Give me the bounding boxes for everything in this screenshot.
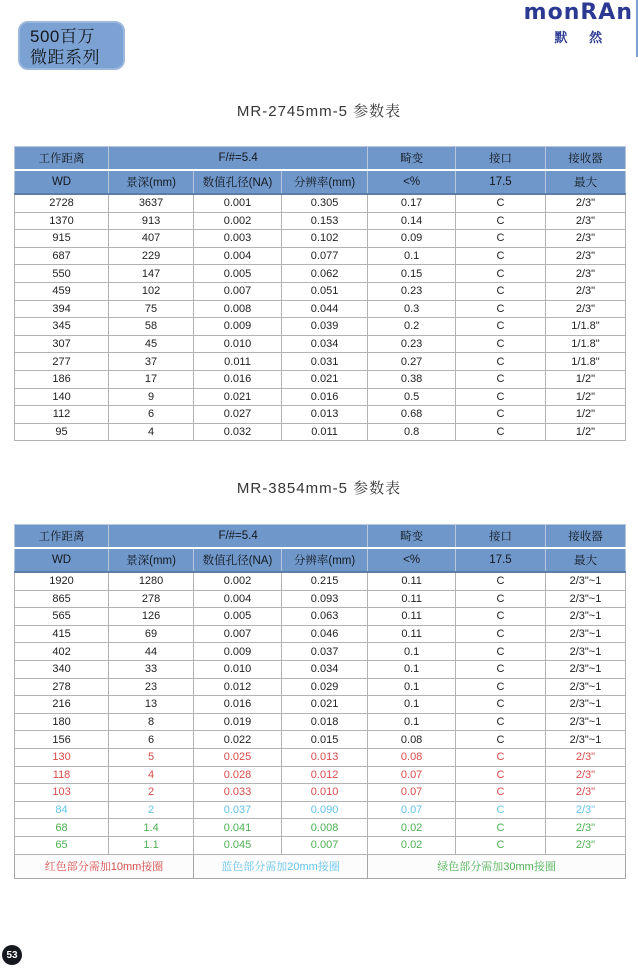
table1-title: MR-2745mm-5 参数表	[236, 103, 402, 120]
table-row	[15, 247, 626, 265]
table-cell: 156	[15, 731, 109, 749]
header-cell: 分辨率(mm)	[281, 548, 367, 572]
table-cell: 37	[109, 353, 194, 371]
table-cell: 17	[109, 370, 194, 388]
table-cell: 0.012	[194, 678, 282, 696]
table-cell: 1370	[15, 212, 109, 230]
table-cell: 0.001	[194, 194, 282, 212]
table-cell: 402	[15, 643, 109, 661]
table-cell: 1/1.8"	[545, 318, 625, 336]
table-cell: 147	[109, 265, 194, 283]
table-cell: 4	[109, 766, 194, 784]
table-cell: 0.68	[368, 406, 456, 424]
table-row	[15, 801, 626, 819]
table-cell: C	[456, 194, 546, 212]
table-cell: 0.010	[194, 335, 282, 353]
table-cell: 1280	[109, 572, 194, 590]
table-cell: 459	[15, 282, 109, 300]
header-cell: 景深(mm)	[109, 548, 194, 572]
table-header-row-2	[15, 548, 626, 572]
table-row	[15, 300, 626, 318]
table-cell: 0.08	[368, 748, 456, 766]
table-cell: 0.008	[194, 300, 282, 318]
table-cell: 278	[109, 590, 194, 608]
table-cell: C	[456, 406, 546, 424]
table-row	[15, 572, 626, 590]
header-cell: 17.5	[456, 548, 546, 572]
table-cell: 2/3"	[545, 784, 625, 802]
table-cell: 0.07	[368, 801, 456, 819]
table-cell: 0.016	[194, 370, 282, 388]
table-cell: 0.046	[281, 625, 367, 643]
table-cell: 0.2	[368, 318, 456, 336]
table-cell: 0.031	[281, 353, 367, 371]
table-cell: 0.14	[368, 212, 456, 230]
table-cell: 1/1.8"	[545, 353, 625, 371]
table-cell: 0.11	[368, 625, 456, 643]
table-cell: 0.1	[368, 247, 456, 265]
table-row	[15, 212, 626, 230]
table-cell: C	[456, 696, 546, 714]
header-cell: 分辨率(mm)	[281, 170, 367, 194]
table-cell: 130	[15, 748, 109, 766]
table-cell: 0.013	[281, 406, 367, 424]
table-cell: C	[456, 590, 546, 608]
table-cell: 0.010	[194, 660, 282, 678]
table-cell: C	[456, 265, 546, 283]
table-cell: 0.004	[194, 590, 282, 608]
table-cell: 2/3"~1	[545, 731, 625, 749]
table-cell: 0.039	[281, 318, 367, 336]
table-cell: 1.1	[109, 836, 194, 854]
table-cell: 84	[15, 801, 109, 819]
table-row	[15, 836, 626, 854]
table-row	[15, 643, 626, 661]
header-cell: 数值孔径(NA)	[194, 170, 282, 194]
table-cell: 0.013	[281, 748, 367, 766]
table-cell: 0.1	[368, 678, 456, 696]
table-cell: 0.022	[194, 731, 282, 749]
table-cell: C	[456, 784, 546, 802]
footer-note: 蓝色部分需加20mm接圈	[194, 854, 368, 878]
table-cell: 2/3"	[545, 194, 625, 212]
table-cell: 0.062	[281, 265, 367, 283]
table-row	[15, 353, 626, 371]
table-cell: 0.021	[281, 696, 367, 714]
table-cell: 0.11	[368, 572, 456, 590]
table-cell: 394	[15, 300, 109, 318]
table-cell: 140	[15, 388, 109, 406]
table-cell: 0.005	[194, 265, 282, 283]
table-cell: 0.23	[368, 335, 456, 353]
table-row	[15, 766, 626, 784]
table-cell: 0.002	[194, 572, 282, 590]
table-cell: 0.045	[194, 836, 282, 854]
table-cell: 2/3"	[545, 801, 625, 819]
table-cell: 2/3"	[545, 247, 625, 265]
table-cell: 13	[109, 696, 194, 714]
table-cell: 0.23	[368, 282, 456, 300]
table-row	[15, 370, 626, 388]
series-badge-line2: 微距系列	[30, 48, 100, 67]
table-cell: 0.004	[194, 247, 282, 265]
table-header-row-2	[15, 170, 626, 194]
table-cell: C	[456, 801, 546, 819]
table-cell: 0.17	[368, 194, 456, 212]
header-cell: WD	[15, 170, 109, 194]
table-cell: 1.4	[109, 819, 194, 837]
table-row	[15, 265, 626, 283]
header-cell: 接收器	[545, 147, 625, 171]
table-cell: 2/3"~1	[545, 713, 625, 731]
table-cell: 1920	[15, 572, 109, 590]
header-cell: 工作距离	[15, 525, 109, 549]
table-cell: 2/3"	[545, 748, 625, 766]
table-row	[15, 696, 626, 714]
table-row	[15, 678, 626, 696]
table-row	[15, 388, 626, 406]
parameter-table-mr2745	[14, 146, 626, 441]
brand-wordmark: monRAn	[523, 0, 633, 25]
table-cell: C	[456, 643, 546, 661]
table-cell: 0.011	[281, 423, 367, 441]
table-cell: 0.5	[368, 388, 456, 406]
table-cell: 0.025	[194, 748, 282, 766]
table-cell: 8	[109, 713, 194, 731]
table-row	[15, 318, 626, 336]
table-row	[15, 784, 626, 802]
table-cell: 278	[15, 678, 109, 696]
table-header-row-1	[15, 147, 626, 171]
table-cell: 2/3"	[545, 300, 625, 318]
table-cell: 0.11	[368, 590, 456, 608]
footer-note: 绿色部分需加30mm接圈	[368, 854, 626, 878]
table-cell: 1/2"	[545, 406, 625, 424]
table-cell: 0.215	[281, 572, 367, 590]
table-cell: 0.1	[368, 660, 456, 678]
page-number-badge: 53	[2, 945, 22, 965]
table-cell: 0.018	[281, 713, 367, 731]
table-cell: C	[456, 388, 546, 406]
table-cell: 277	[15, 353, 109, 371]
table-cell: 0.02	[368, 819, 456, 837]
table-cell: 102	[109, 282, 194, 300]
table-cell: 0.1	[368, 643, 456, 661]
table-cell: 0.27	[368, 353, 456, 371]
table-cell: 0.019	[194, 713, 282, 731]
table-cell: 0.090	[281, 801, 367, 819]
parameter-table-mr3854	[14, 524, 626, 879]
table-cell: 0.3	[368, 300, 456, 318]
header-cell: 17.5	[456, 170, 546, 194]
table-cell: 2/3"	[545, 766, 625, 784]
table-row	[15, 625, 626, 643]
table-cell: 913	[109, 212, 194, 230]
table-cell: 2/3"~1	[545, 660, 625, 678]
table-cell: C	[456, 819, 546, 837]
table-row	[15, 590, 626, 608]
table-cell: 865	[15, 590, 109, 608]
table-cell: 2/3"~1	[545, 678, 625, 696]
table-row	[15, 282, 626, 300]
table-cell: C	[456, 423, 546, 441]
table-cell: 2/3"~1	[545, 572, 625, 590]
table-cell: 5	[109, 748, 194, 766]
table-cell: 407	[109, 230, 194, 248]
header-cell: 数值孔径(NA)	[194, 548, 282, 572]
table-cell: 2	[109, 801, 194, 819]
table-cell: 0.8	[368, 423, 456, 441]
table-row	[15, 194, 626, 212]
header-cell: 接口	[456, 525, 546, 549]
table-cell: 307	[15, 335, 109, 353]
table-cell: C	[456, 282, 546, 300]
table-cell: 186	[15, 370, 109, 388]
table-cell: 0.010	[281, 784, 367, 802]
table-cell: C	[456, 353, 546, 371]
table-cell: 0.027	[194, 406, 282, 424]
series-badge	[18, 21, 125, 70]
series-badge-line1: 500百万	[30, 27, 95, 46]
table-cell: 0.037	[194, 801, 282, 819]
table-row	[15, 819, 626, 837]
header-cell: 工作距离	[15, 147, 109, 171]
table-cell: 180	[15, 713, 109, 731]
table-cell: 0.034	[281, 660, 367, 678]
table-cell: 68	[15, 819, 109, 837]
table-cell: 69	[109, 625, 194, 643]
table-cell: 0.007	[194, 625, 282, 643]
table-cell: 0.028	[194, 766, 282, 784]
table-cell: 1/1.8"	[545, 335, 625, 353]
table-cell: 1/2"	[545, 388, 625, 406]
table-cell: C	[456, 660, 546, 678]
table-footer-row	[15, 854, 626, 878]
table-cell: 118	[15, 766, 109, 784]
header-cell: 景深(mm)	[109, 170, 194, 194]
table-cell: 0.007	[194, 282, 282, 300]
table-cell: 95	[15, 423, 109, 441]
table-cell: 0.003	[194, 230, 282, 248]
table-cell: 45	[109, 335, 194, 353]
table-row	[15, 230, 626, 248]
table-row	[15, 713, 626, 731]
table-cell: 3637	[109, 194, 194, 212]
table-cell: C	[456, 300, 546, 318]
table-cell: 0.015	[281, 731, 367, 749]
table-cell: C	[456, 766, 546, 784]
header-cell: 最大	[545, 548, 625, 572]
table-cell: 0.021	[194, 388, 282, 406]
table-cell: 0.07	[368, 766, 456, 784]
table-cell: 65	[15, 836, 109, 854]
table-cell: 0.11	[368, 608, 456, 626]
table-cell: 2/3"	[545, 819, 625, 837]
table-cell: 216	[15, 696, 109, 714]
table-cell: 0.063	[281, 608, 367, 626]
table-cell: 0.016	[194, 696, 282, 714]
table-cell: 0.07	[368, 784, 456, 802]
table-cell: 0.012	[281, 766, 367, 784]
table-cell: 0.033	[194, 784, 282, 802]
table-cell: 2/3"	[545, 230, 625, 248]
table-cell: C	[456, 370, 546, 388]
table-cell: 9	[109, 388, 194, 406]
table-cell: 0.037	[281, 643, 367, 661]
table-cell: C	[456, 247, 546, 265]
table-cell: 0.09	[368, 230, 456, 248]
table-row	[15, 335, 626, 353]
table-cell: 0.009	[194, 318, 282, 336]
table-cell: 0.029	[281, 678, 367, 696]
table-cell: C	[456, 230, 546, 248]
table-cell: 0.032	[194, 423, 282, 441]
table-cell: C	[456, 678, 546, 696]
table-cell: 6	[109, 731, 194, 749]
table-cell: C	[456, 713, 546, 731]
table-cell: 2/3"	[545, 282, 625, 300]
table-cell: 550	[15, 265, 109, 283]
footer-note: 红色部分需加10mm接圈	[15, 854, 194, 878]
table-cell: 915	[15, 230, 109, 248]
table-cell: 23	[109, 678, 194, 696]
table-cell: 112	[15, 406, 109, 424]
table-cell: 0.1	[368, 713, 456, 731]
table-cell: 0.021	[281, 370, 367, 388]
table-cell: 0.305	[281, 194, 367, 212]
header-cell: 畸变	[368, 525, 456, 549]
header-cell: 最大	[545, 170, 625, 194]
table-cell: 2	[109, 784, 194, 802]
table-cell: C	[456, 748, 546, 766]
table-cell: 75	[109, 300, 194, 318]
table-cell: 0.007	[281, 836, 367, 854]
table-cell: 340	[15, 660, 109, 678]
table-cell: 0.093	[281, 590, 367, 608]
table-cell: 33	[109, 660, 194, 678]
table-cell: C	[456, 625, 546, 643]
table-cell: C	[456, 731, 546, 749]
table-cell: C	[456, 212, 546, 230]
table-cell: 44	[109, 643, 194, 661]
table-cell: 0.011	[194, 353, 282, 371]
table-cell: 2/3"	[545, 212, 625, 230]
table-cell: 0.38	[368, 370, 456, 388]
table2-title: MR-3854mm-5 参数表	[236, 480, 402, 497]
table-cell: 2/3"	[545, 836, 625, 854]
table-cell: 0.041	[194, 819, 282, 837]
table-cell: 1/2"	[545, 423, 625, 441]
table-cell: 0.008	[281, 819, 367, 837]
table-cell: 4	[109, 423, 194, 441]
table-header-row-1	[15, 525, 626, 549]
header-cell: WD	[15, 548, 109, 572]
table-cell: 345	[15, 318, 109, 336]
table-cell: 0.005	[194, 608, 282, 626]
table-cell: C	[456, 572, 546, 590]
table-cell: 1/2"	[545, 370, 625, 388]
table-cell: 2728	[15, 194, 109, 212]
table-cell: 0.002	[194, 212, 282, 230]
header-cell: F/#=5.4	[109, 525, 368, 549]
table-cell: 0.02	[368, 836, 456, 854]
table-row	[15, 731, 626, 749]
table-row	[15, 660, 626, 678]
table-cell: 2/3"~1	[545, 696, 625, 714]
table-row	[15, 608, 626, 626]
brand-chinese-name: 默 然	[554, 30, 612, 45]
table-cell: 565	[15, 608, 109, 626]
table-row	[15, 406, 626, 424]
table-cell: 0.051	[281, 282, 367, 300]
table-cell: 0.044	[281, 300, 367, 318]
table-row	[15, 748, 626, 766]
table-cell: 415	[15, 625, 109, 643]
table-cell: 0.009	[194, 643, 282, 661]
brand-logo	[524, 2, 633, 46]
table-cell: 229	[109, 247, 194, 265]
table-cell: 0.153	[281, 212, 367, 230]
table-cell: 2/3"~1	[545, 643, 625, 661]
header-cell: <%	[368, 548, 456, 572]
header-cell: F/#=5.4	[109, 147, 368, 171]
table-cell: 2/3"~1	[545, 608, 625, 626]
header-cell: <%	[368, 170, 456, 194]
table-cell: 0.102	[281, 230, 367, 248]
table-cell: 2/3"	[545, 265, 625, 283]
table-cell: C	[456, 335, 546, 353]
table-cell: C	[456, 318, 546, 336]
table-cell: 687	[15, 247, 109, 265]
header-cell: 接收器	[545, 525, 625, 549]
table-cell: 0.016	[281, 388, 367, 406]
table-cell: 0.15	[368, 265, 456, 283]
table-row	[15, 423, 626, 441]
table-cell: 0.077	[281, 247, 367, 265]
header-cell: 畸变	[368, 147, 456, 171]
table-cell: 2/3"~1	[545, 590, 625, 608]
table-cell: C	[456, 608, 546, 626]
table-cell: 103	[15, 784, 109, 802]
table-cell: 126	[109, 608, 194, 626]
table-cell: 58	[109, 318, 194, 336]
table-cell: C	[456, 836, 546, 854]
table-cell: 6	[109, 406, 194, 424]
table-cell: 0.1	[368, 696, 456, 714]
table-cell: 0.034	[281, 335, 367, 353]
header-cell: 接口	[456, 147, 546, 171]
table-cell: 0.08	[368, 731, 456, 749]
table-cell: 2/3"~1	[545, 625, 625, 643]
